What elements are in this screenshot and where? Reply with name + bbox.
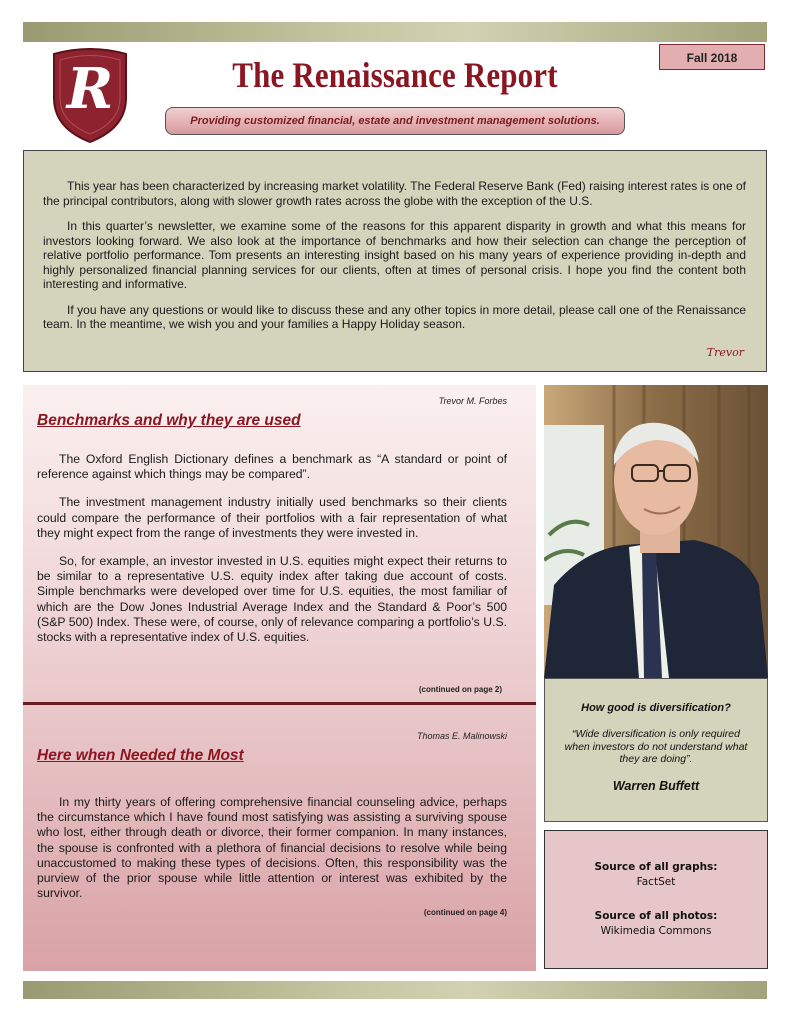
season-badge: Fall 2018 [659,44,765,70]
graphs-source-value: FactSet [636,876,676,888]
quote-text: “Wide diversification is only required when investors do not understand what they are doing”. [564,728,748,765]
photos-source-label: Source of all photos: [594,910,718,922]
intro-paragraph: If you have any questions or would like to discuss these and any other topics in more detail, please call one of the Renaissance team. In the meantime, we wish you and your families a Happy Holiday season. [43,302,746,331]
intro-letter [23,150,767,372]
intro-paragraph: This year has been characterized by increasing market volatility. The Federal Reserve Bank (Fed) raising interest rates is one of the principal contributors, along with slower growth rates across the globe with the exception of the U.S. [43,179,746,208]
intro-paragraph: In this quarter’s newsletter, we examine some of the reasons for this apparent disparity in growth and what this means for investors looking forward. We also look at the importance of benchmarks and how their selection can change the perception of relative portfolio performance. Tom presents an interesting insight based on his many years of experience providing in-depth and highly personalized financial planning services for our clients, often at times of personal crisis. I hope you find the content both interesting and informative. [43,219,746,291]
article1-continued-link[interactable]: (continued on page 2) [418,685,502,694]
article2-body [37,795,507,914]
quote-heading: How good is diversification? [581,702,731,714]
top-decorative-bar [23,22,767,42]
article1-heading[interactable]: Benchmarks and why they are used [37,412,301,429]
article1-paragraph: So, for example, an investor invested in U.S. equities might expect their returns to be similar to a representative U.S. equity index after taking due account of costs. Simple benchmarks were developed over time for U.S. equities, the most familiar of which are the Dow Jones Industrial Average Index and the Standard & Poor’s 500 (S&P 500) Index. These were, of course, only of relevance comparing a portfolio’s U.S. stocks with a representative index of U.S. equities. [37,554,507,645]
article1-paragraph: The investment management industry initially used benchmarks so their clients could compare the performance of their portfolios with a fair representation of what they might expect from the range of investments they were invested in. [37,495,507,540]
quote-attribution: Warren Buffett [612,778,700,793]
newsletter-title: The Renaissance Report [232,55,558,95]
article1-byline: Trevor M. Forbes [438,396,507,406]
article-divider [23,702,536,705]
diversification-quote-box [544,678,768,822]
article2-byline: Thomas E. Malinowski [416,731,507,741]
renaissance-crest-logo [50,48,130,143]
graphs-source-label: Source of all graphs: [594,861,718,873]
sources-box [544,830,768,969]
intro-signature: Trevor [706,346,744,359]
article2-continued-link[interactable]: (continued on page 4) [423,908,507,917]
warren-buffett-photo [544,385,768,678]
bottom-decorative-bar [23,981,767,999]
article1-body [37,452,507,658]
tagline-banner: Providing customized financial, estate and investment management solutions. [165,107,625,135]
article1-paragraph: The Oxford English Dictionary defines a benchmark as “A standard or point of reference against which things may be compared”. [37,452,507,482]
photos-source-value: Wikimedia Commons [600,925,712,937]
logo-letter: R [66,56,114,122]
article2-paragraph: In my thirty years of offering comprehensive financial counseling advice, perhaps the circumstance which I have found most satisfying was assisting a surviving spouse who lost, either through death or divorce, their former companion. In many instances, the spouse is confronted with a plethora of financial decisions to resolve while being unaccustomed to making these types of decisions. Often, this responsibility was the purview of the prior spouse while little attention or interest was exhibited by the survivor. [37,795,507,901]
article2-heading[interactable]: Here when Needed the Most [37,747,244,764]
